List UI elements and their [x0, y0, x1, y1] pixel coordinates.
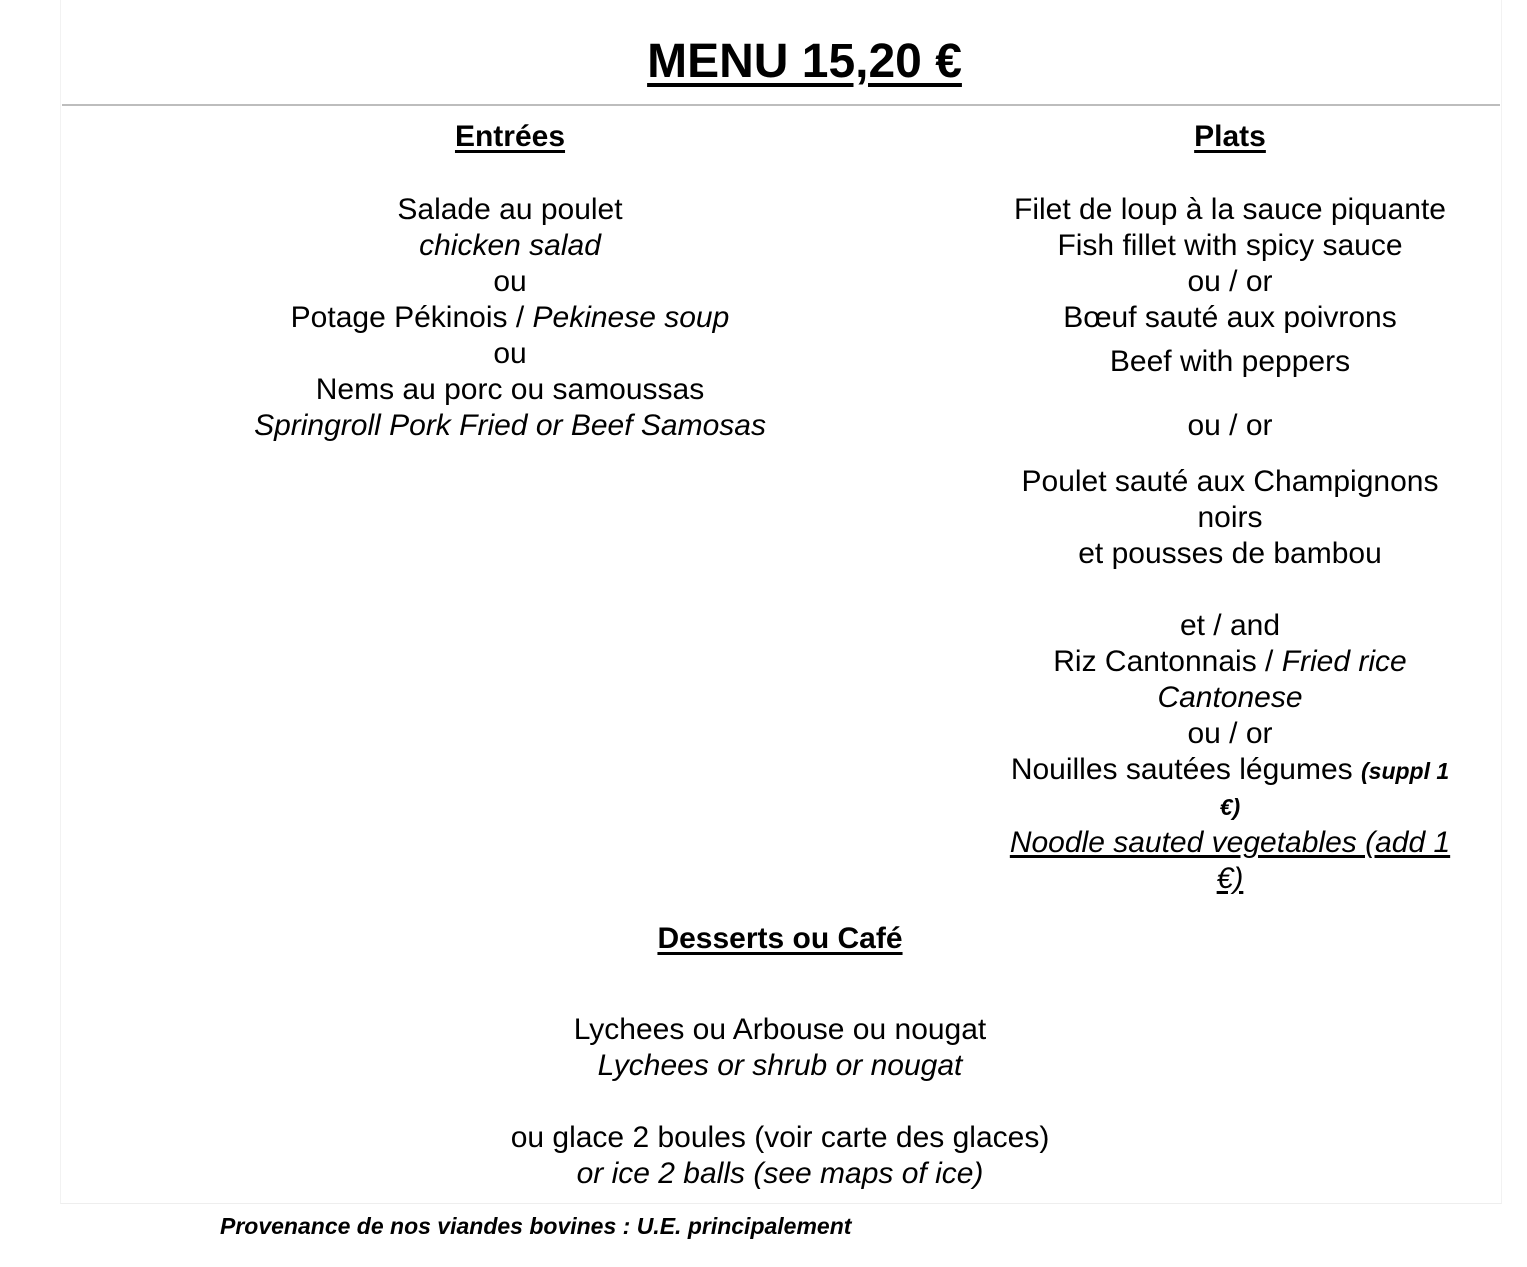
- plat-noodle-fr: Nouilles sautées légumes: [1010, 753, 1361, 786]
- entree-salad-en: chicken salad: [419, 229, 601, 262]
- entree-separator: ou: [493, 265, 527, 298]
- entree-soup-en: Pekinese soup: [532, 301, 730, 334]
- entrees-section: [195, 118, 825, 444]
- spacer: [330, 958, 1230, 1012]
- plat-and-separator: et / and: [1179, 609, 1281, 642]
- desserts-heading: Desserts ou Café: [657, 922, 903, 955]
- plat-beef-fr: Bœuf sauté aux poivrons: [1063, 301, 1397, 334]
- menu-title: MENU 15,20 €: [647, 35, 962, 88]
- plat-fish-en: Fish fillet with spicy sauce: [1057, 229, 1403, 262]
- entree-separator: ou: [493, 337, 527, 370]
- spacer: [980, 156, 1480, 192]
- beef-origin-note: Provenance de nos viandes bovines : U.E. principalement: [220, 1213, 852, 1239]
- dessert-lychees-en: Lychees or shrub or nougat: [597, 1049, 963, 1082]
- plats-section: [980, 118, 1480, 897]
- plat-noodle: [980, 752, 1480, 789]
- entree-soup: [195, 300, 825, 336]
- plat-rice: [980, 644, 1480, 680]
- plat-noodle-suppl-1: (suppl 1: [1361, 758, 1450, 784]
- plat-chicken-fr-3: et pousses de bambou: [1078, 537, 1382, 570]
- plat-noodle-en-1: Noodle sauted vegetables (add 1: [1009, 826, 1451, 859]
- dessert-lychees-fr: Lychees ou Arbouse ou nougat: [573, 1013, 987, 1046]
- entrees-heading: Entrées: [454, 120, 566, 153]
- plat-chicken-fr-1: Poulet sauté aux Champignons: [1021, 465, 1439, 498]
- plat-beef-en: Beef with peppers: [1109, 345, 1351, 378]
- plat-rice-fr: Riz Cantonnais /: [1053, 645, 1282, 678]
- dessert-ice-en: or ice 2 balls (see maps of ice): [576, 1157, 984, 1190]
- dessert-ice-fr: ou glace 2 boules (voir carte des glaces): [510, 1121, 1050, 1154]
- plat-noodle-en-2: €): [1216, 862, 1244, 895]
- plat-noodle-suppl-2: €): [1219, 794, 1241, 820]
- plat-separator: ou / or: [1187, 717, 1273, 750]
- title-divider: [62, 104, 1500, 106]
- plat-separator: ou / or: [1187, 265, 1273, 298]
- plats-heading: Plats: [1194, 120, 1266, 153]
- spacer: [330, 1084, 1230, 1120]
- entree-nems-fr: Nems au porc ou samoussas: [315, 373, 705, 406]
- plat-separator: ou / or: [1187, 409, 1273, 442]
- plat-chicken-fr-2: noirs: [1197, 501, 1263, 534]
- desserts-section: [330, 920, 1230, 1192]
- plat-rice-en-2: Cantonese: [1157, 681, 1303, 714]
- plat-fish-fr: Filet de loup à la sauce piquante: [1014, 193, 1446, 226]
- entree-salad-fr: Salade au poulet: [397, 193, 623, 226]
- entree-soup-fr: Potage Pékinois /: [290, 301, 533, 334]
- spacer: [195, 156, 825, 192]
- plat-rice-en-1: Fried rice: [1281, 645, 1407, 678]
- entree-nems-en: Springroll Pork Fried or Beef Samosas: [254, 409, 766, 442]
